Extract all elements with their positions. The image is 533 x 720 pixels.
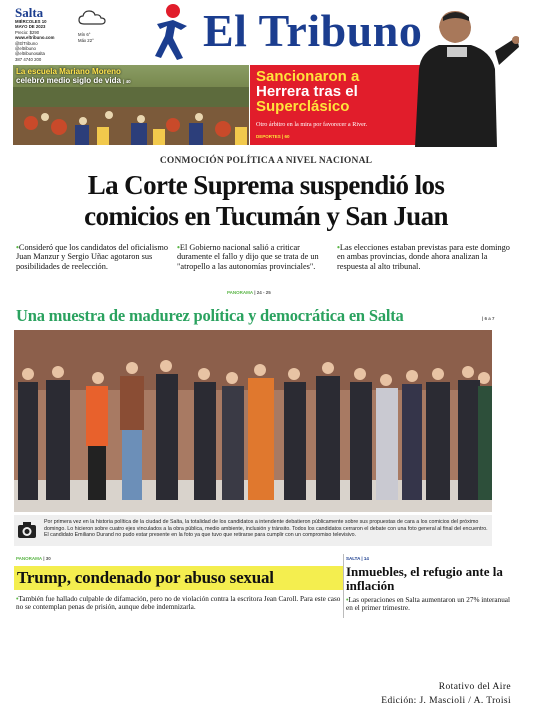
teaser-school-title-2: celebró medio siglo de vida (16, 76, 121, 85)
main-kicker: CONMOCIÓN POLÍTICA A NIVEL NACIONAL (159, 156, 373, 166)
newspaper-front-page (13, 2, 519, 638)
crowd-photo (13, 87, 249, 145)
trump-section: PANORAMA | 30 (16, 556, 51, 561)
teaser-referee-section: DEPORTES | 60 (256, 134, 290, 139)
weather-min: Mín 6° (78, 32, 91, 37)
inmuebles-body: •Las operaciones en Salta aumentaron un 27% interanual en el primer trimestre. (346, 596, 510, 613)
credits (381, 680, 511, 708)
social-4: 387 4740 200 (15, 56, 42, 62)
social-2: @eltribuno (15, 46, 36, 52)
column-divider (343, 554, 344, 618)
candidates-group-photo (14, 330, 492, 512)
main-bullet-2: •El Gobierno nacional salió a criticar duramente el fallo y dijo que se trata de un "atropello a las autonomías provinciales". (177, 243, 319, 271)
teaser-referee-title-d: Superclásico (256, 98, 350, 115)
photo-caption: Por primera vez en la historia política de la ciudad de Salta, la totalidad de los candidatos a intendente debatieron públicamente sobre sus propuestas de cara a los comicios del próximo domingo. Lo hicieron sobre cuatro ejes vinculados a la obra pública, medio ambiente, inclusión y tránsito. Todos los candidatos cerraron el debate con una foto general al final del encuentro. El candidato Emiliano Durand no pudo estar presente en la foto ya que tuvo que retirarse para cumplir con un compromiso televisivo. (44, 519, 488, 539)
teaser-school-title-1: La escuela Mariano Moreno (16, 67, 121, 76)
credits-line-1: Rotativo del Aire (438, 682, 511, 692)
trump-body: •También fue hallado culpable de difamación, pero no de violación contra la escritora Jean Caroll. Para este caso no se contemplan penas de prisión, aunque debe indemnizarla. (16, 595, 341, 612)
main-bullet-1: •Consideró que los candidatos del oficialismo Juan Manzur y Sergio Uñac agotaron sus posibilidades de reelección. (16, 243, 168, 271)
referee-photo (399, 7, 519, 147)
teaser-referee-title-b: Herrera (256, 83, 310, 100)
date-line-1: MIÉRCOLES 10 (15, 19, 47, 24)
main-headline-line-2: comicios en Tucumán y San Juan (84, 201, 448, 231)
date-line-2: MAYO DE 2023 (15, 24, 46, 30)
teaser-referee-title-a: Sancionaron a (256, 68, 360, 85)
photo-story-pages: | 6 a 7 (482, 316, 495, 321)
inmuebles-section: SALTA | 14 (346, 556, 369, 561)
teaser-school[interactable] (13, 65, 249, 145)
newspaper-logo: El Tribuno (203, 5, 423, 56)
main-headline-line-1: La Corte Suprema suspendió los (87, 170, 445, 200)
photo-story-title[interactable]: Una muestra de madurez política y democrática en Salta (16, 306, 404, 325)
website: www.eltribuno.com (15, 35, 55, 41)
main-bullet-3: •Las elecciones estaban previstas para este domingo en ambas provincias, donde ahora analizan la respuesta al alto tribunal. (337, 243, 510, 271)
city-label: Salta (15, 5, 44, 20)
trump-title: Trump, condenado por abuso sexual (17, 568, 274, 587)
main-headline[interactable] (13, 170, 519, 232)
inmuebles-title[interactable]: Inmuebles, el refugio ante la inflación (346, 564, 503, 593)
trump-title-box[interactable] (14, 566, 344, 590)
photo-caption-box (14, 515, 492, 546)
masthead-info (15, 6, 79, 62)
cloud-icon (77, 8, 107, 28)
camera-icon (17, 521, 37, 539)
weather-box (77, 8, 113, 48)
credits-line-2: Edición: J. Mascioli / A. Troisi (381, 696, 511, 706)
teaser-referee-title-c: tras el (313, 83, 358, 100)
teaser-school-section: | 40 (123, 79, 131, 84)
weather-max: Máx 22° (78, 37, 94, 43)
social-1: @ElTribuno (15, 40, 38, 46)
social-3: @eltribunosalta (15, 51, 45, 57)
price: Precio: $290 (15, 29, 40, 35)
teaser-referee-subtitle: Otro árbitro en la mira por favorecer a River. (256, 121, 368, 128)
main-bullets (13, 243, 519, 289)
main-pages-ref: PANORAMA | 24 - 25 (227, 290, 271, 295)
runner-logo-icon (151, 2, 193, 62)
